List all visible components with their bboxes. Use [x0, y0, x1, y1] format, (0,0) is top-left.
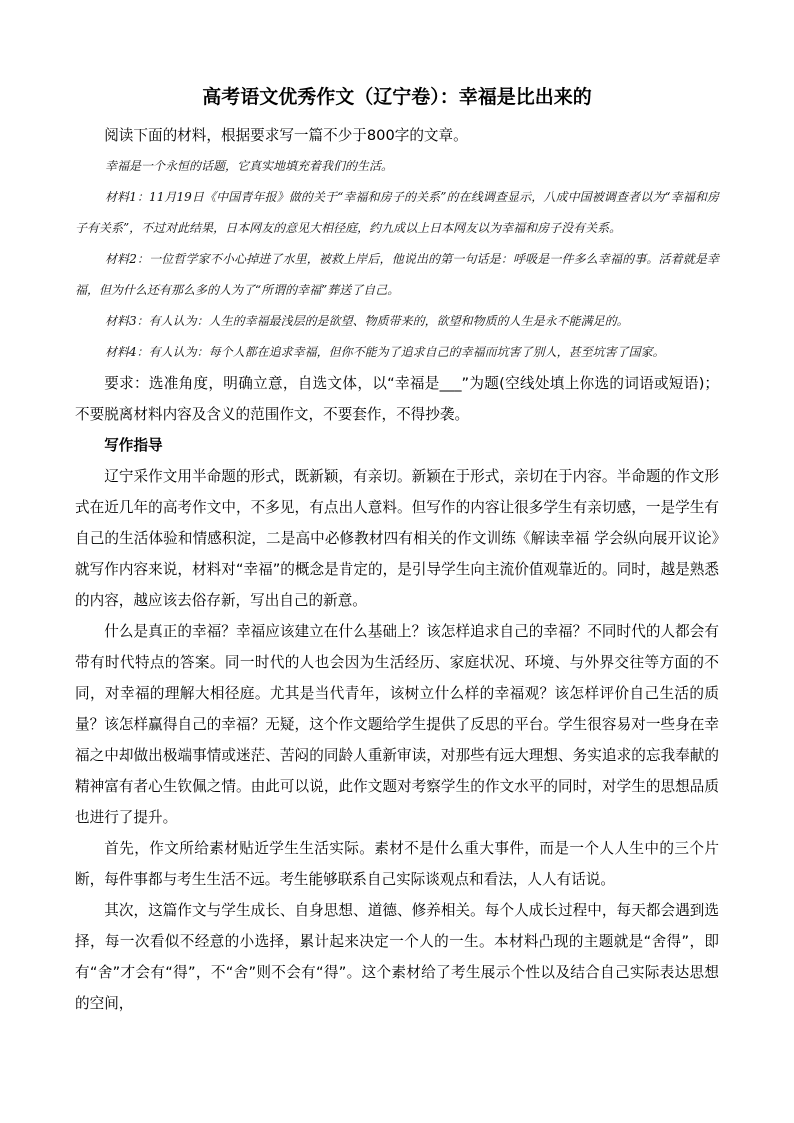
material-intro: 幸福是一个永恒的话题，它真实地填充着我们的生活。 [105, 159, 394, 173]
material-1: 材料1：11月19日《中国青年报》做的关于“幸福和房子的关系”的在线调查显示，八成中国被调查者以为“幸福和房子有关系”，不过对此结果，日本网友的意见大相径庭，约九成以上日本网友以为幸福和房子没有关系。 [75, 190, 719, 235]
guide-paragraph: 什么是真正的幸福？幸福应该建立在什么基础上？该怎样追求自己的幸福？不同时代的人都会有带有时代特点的答案。同一时代的人也会因为生活经历、家庭状况、环境、与外界交往等方面的不同，对幸福的理解大相径庭。尤其是当代青年，该树立什么样的幸福观？该怎样评价自己生活的质量？该怎样赢得自己的幸福？无疑，这个作文题给学生提供了反思的平台。学生很容易对一些身在幸福之中却做出极端事情或迷茫、苦闷的同龄人重新审读，对那些有远大理想、务实追求的忘我奉献的精神富有者心生钦佩之情。由此可以说，此作文题对考察学生的作文水平的同时，对学生的思想品质也进行了提升。 [75, 623, 719, 826]
guide-paragraph: 其次，这篇作文与学生成长、自身思想、道德、修养相关。每个人成长过程中，每天都会遇到选择，每一次看似不经意的小选择，累计起来决定一个人的一生。本材料凸现的主题就是“舍得”，即有“舍”才会有“得”，不“舍”则不会有“得”。这个素材给了考生展示个性以及结合自己实际表达思想的空间， [75, 902, 719, 1012]
requirement: 要求：选准角度，明确立意，自选文体，以“幸福是___”为题(空线处填上你选的词语或短语)；不要脱离材料内容及含义的范围作文，不要套作，不得抄袭。 [75, 375, 719, 423]
guide-heading: 写作指导 [104, 437, 163, 454]
prompt-intro: 阅读下面的材料，根据要求写一篇不少于800字的文章。 [104, 127, 468, 144]
material-4: 材料4：有人认为：每个人都在追求幸福，但你不能为了追求自己的幸福而坑害了别人，甚至坑害了国家。 [105, 345, 665, 359]
guide-paragraph: 首先，作文所给素材贴近学生生活实际。素材不是什么重大事件，而是一个人人生中的三个片断，每件事都与考生生活不远。考生能够联系自己实际谈观点和看法，人人有话说。 [75, 840, 719, 888]
guide-paragraph: 辽宁采作文用半命题的形式，既新颖，有亲切。新颖在于形式，亲切在于内容。半命题的作文形式在近几年的高考作文中，不多见，有点出人意料。但写作的内容让很多学生有亲切感，一是学生有自己的生活体验和情感积淀，二是高中必修教材四有相关的作文训练《解读幸福 学会纵向展开议论》就写作内容来说，材料对“幸福”的概念是肯定的，是引导学生向主流价值观靠近的。同时，越是熟悉的内容，越应该去俗存新，写出自己的新意。 [75, 468, 719, 609]
material-2: 材料2：一位哲学家不小心掉进了水里，被救上岸后，他说出的第一句话是：呼吸是一件多么幸福的事。活着就是幸福，但为什么还有那么多的人为了“所谓的幸福”葬送了自己。 [75, 252, 719, 297]
material-3: 材料3：有人认为：人生的幸福最浅层的是欲望、物质带来的，欲望和物质的人生是永不能满足的。 [105, 314, 629, 328]
page-title: 高考语文优秀作文（辽宁卷）：幸福是比出来的 [202, 86, 592, 108]
